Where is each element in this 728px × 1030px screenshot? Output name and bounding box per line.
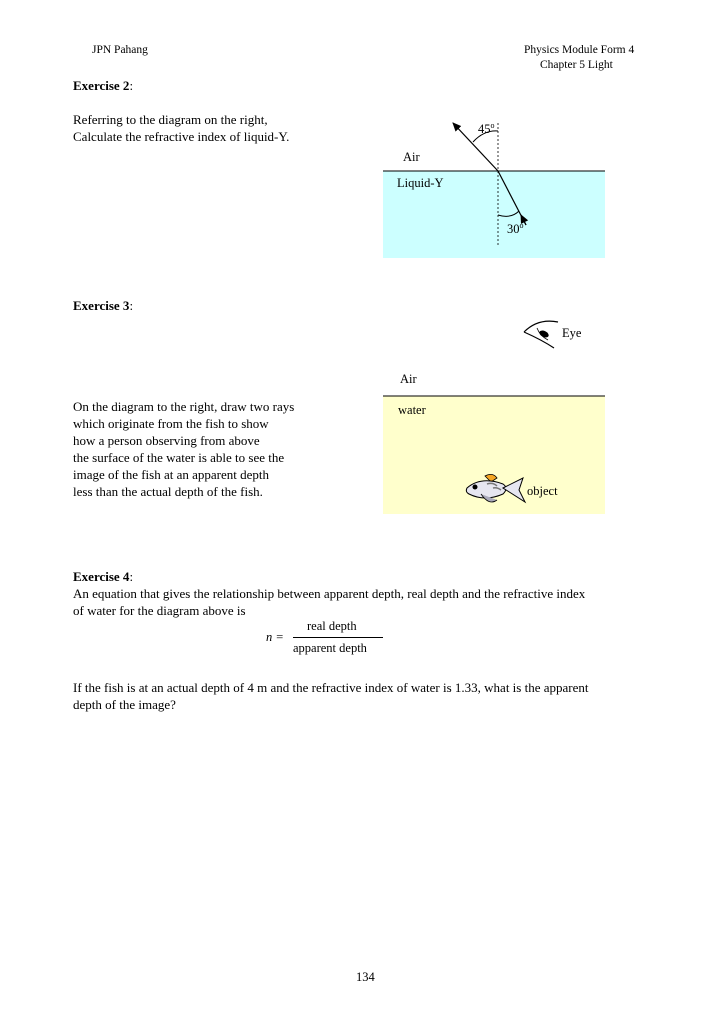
fish-icon — [463, 472, 527, 512]
exercise4-line-1: An equation that gives the relationship between apparent depth, real depth and the refractive index — [73, 586, 586, 601]
fraction-bar — [293, 637, 383, 638]
page-number: 134 — [356, 970, 375, 984]
air-label: Air — [403, 150, 420, 164]
exercise2-heading — [73, 77, 133, 94]
exercise2-line-1: Referring to the diagram on the right, — [73, 112, 268, 127]
exercise3-line-5: image of the fish at an apparent depth — [73, 467, 270, 482]
liquid-y-label: Liquid-Y — [397, 176, 444, 190]
question-line-2: depth of the image? — [73, 697, 176, 712]
header-right-line2: Chapter 5 Light — [540, 59, 613, 71]
exercise3-line-2: which originate from the fish to show — [73, 416, 269, 431]
equation-numerator: real depth — [307, 619, 357, 633]
exercise3-line-3: how a person observing from above — [73, 433, 260, 448]
exercise4-colon: : — [129, 569, 134, 584]
exercise3-line-6: less than the actual depth of the fish. — [73, 484, 263, 499]
exercise3-colon: : — [129, 298, 134, 313]
exercise4-line-2: of water for the diagram above is — [73, 603, 246, 618]
question-line-1: If the fish is at an actual depth of 4 m and the refractive index of water is 1.33, what is the apparent — [73, 680, 589, 695]
exercise2-title: Exercise 2 — [73, 78, 130, 93]
exercise4-heading — [73, 568, 133, 585]
equation-lhs: n = — [266, 630, 284, 644]
exercise2-colon: : — [129, 78, 134, 93]
angle-label-45: 45$^o$ — [478, 121, 495, 137]
header-right-line1: Physics Module Form 4 — [524, 44, 635, 56]
eye-label: Eye — [562, 326, 582, 340]
angle-label-30: 30$^o$ — [507, 221, 524, 237]
exercise4-title: Exercise 4 — [73, 569, 130, 584]
eye-icon — [520, 318, 562, 350]
equation-denominator: apparent depth — [293, 641, 367, 655]
water-label: water — [398, 403, 426, 417]
exercise3-line-1: On the diagram to the right, draw two rays — [73, 399, 295, 414]
exercise2-line-2: Calculate the refractive index of liquid-Y. — [73, 129, 290, 144]
air-label-2: Air — [400, 372, 417, 386]
header-left: JPN Pahang — [92, 44, 148, 56]
object-label: object — [527, 484, 558, 498]
exercise3-heading — [73, 297, 133, 314]
exercise3-line-4: the surface of the water is able to see the — [73, 450, 285, 465]
exercise3-title: Exercise 3 — [73, 298, 130, 313]
